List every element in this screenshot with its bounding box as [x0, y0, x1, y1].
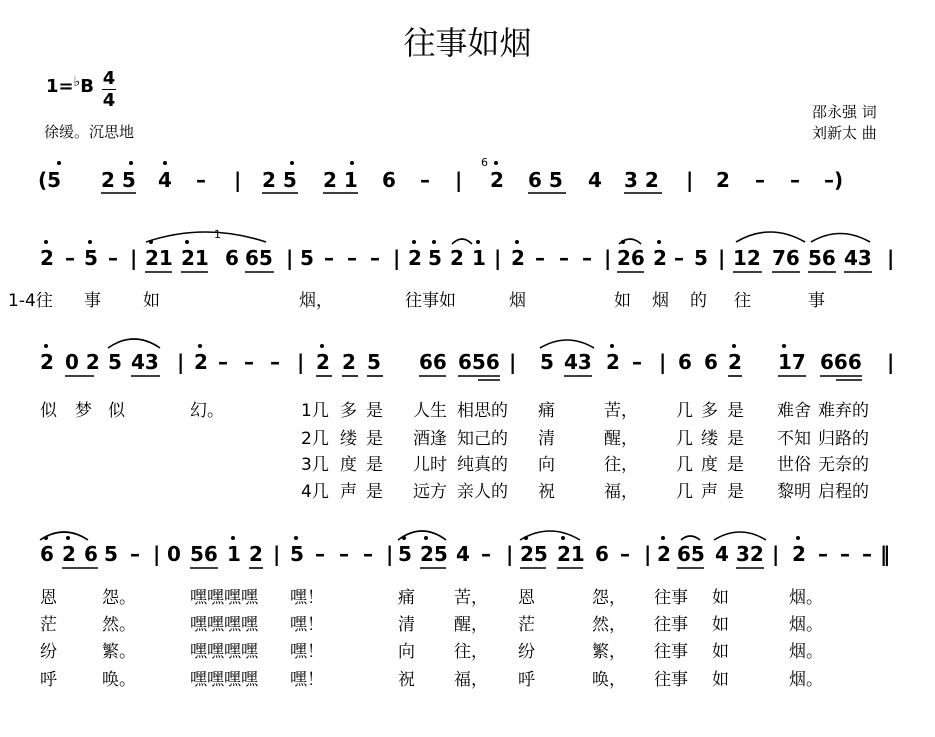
lyric: 缕: [340, 429, 357, 449]
lyric: 嘿嘿嘿嘿: [190, 588, 258, 608]
lyric: 似: [40, 401, 57, 421]
note: 2: [316, 350, 330, 374]
lyric: 几: [676, 429, 693, 449]
octave-dot: [320, 344, 324, 348]
lyric: 如: [712, 588, 729, 608]
note: 32: [736, 542, 764, 566]
note: 2 5: [101, 168, 136, 192]
lyric: 烟，: [299, 291, 333, 311]
barline: |: [286, 246, 294, 270]
barline: |: [494, 246, 502, 270]
lyric: 怨，: [592, 588, 626, 608]
lyric: 然，: [592, 615, 626, 635]
lyric: 亲人的: [457, 482, 508, 502]
note: 2: [40, 246, 54, 270]
note: 2: [450, 246, 464, 270]
lyric: 向: [538, 455, 555, 475]
dash: –: [130, 542, 140, 566]
note: 5: [428, 246, 442, 270]
note: 21: [145, 246, 173, 270]
note: 2: [653, 246, 667, 270]
lyric: 事: [84, 291, 101, 311]
slur: [714, 532, 766, 540]
dash: –: [862, 542, 872, 566]
lyric: 的: [690, 291, 707, 311]
lyric: 1-4往: [8, 291, 53, 311]
note: 65: [677, 542, 705, 566]
lyric: 纯真的: [457, 455, 508, 475]
lyric: 如: [712, 670, 729, 690]
lyric: 祝: [538, 482, 555, 502]
lyric: 怨。: [102, 588, 136, 608]
lyric: 呼: [40, 670, 57, 690]
note: 43: [564, 350, 592, 374]
lyric: 唤。: [102, 670, 136, 690]
lyric: 醒，: [454, 615, 488, 635]
slur: [452, 239, 472, 244]
key-signature: [46, 76, 94, 97]
note: 6: [382, 168, 396, 192]
dash: –: [339, 542, 349, 566]
barline: |: [393, 246, 401, 270]
lyric: 如: [143, 291, 160, 311]
lyric: 黎明: [777, 482, 811, 502]
note: 2: [342, 350, 356, 374]
lyric: 茫: [518, 615, 535, 635]
lyricist-credit: 邵永强 词: [812, 103, 877, 121]
note: 1: [472, 246, 486, 270]
dash: –: [347, 246, 357, 270]
lyric: 缕: [701, 429, 718, 449]
octave-dot: [129, 161, 133, 165]
octave-dot: [44, 536, 48, 540]
tempo-marking: 徐缓。沉思地: [44, 123, 135, 141]
lyric: 烟。: [789, 588, 823, 608]
octave-dot: [290, 161, 294, 165]
time-signature-bottom: 4: [102, 90, 116, 111]
note: 43: [131, 350, 159, 374]
lyric: 繁。: [102, 642, 136, 662]
octave-dot: [88, 240, 92, 244]
octave-dot: [185, 240, 189, 244]
lyric: 福，: [604, 482, 638, 502]
lyric: 酒逢: [413, 429, 447, 449]
lyric: 如: [712, 642, 729, 662]
lyrics-row-3-verse-3: [0, 450, 935, 474]
note: 5: [104, 542, 118, 566]
note: 4: [588, 168, 602, 192]
barline: |: [718, 246, 726, 270]
dash: –: [582, 246, 592, 270]
octave-dot: [424, 536, 428, 540]
note: 17: [778, 350, 806, 374]
note: 2: [716, 168, 730, 192]
lyric: 然。: [102, 615, 136, 635]
lyric: 是: [727, 401, 744, 421]
note: 2: [657, 542, 671, 566]
lyric: 嘿！: [290, 588, 324, 608]
barline: |: [604, 246, 612, 270]
lyric: 往事: [654, 615, 688, 635]
note: 3 2: [624, 168, 659, 192]
note: 5: [84, 246, 98, 270]
slur: [736, 232, 805, 242]
note: 5: [290, 542, 304, 566]
lyric: 是: [727, 455, 744, 475]
octave-dot: [476, 240, 480, 244]
octave-dot: [198, 344, 202, 348]
dash: –: [244, 350, 254, 374]
note: 656: [458, 350, 500, 374]
lyric: 福，: [454, 670, 488, 690]
lyric: 往事: [654, 670, 688, 690]
lyric: 茫: [40, 615, 57, 635]
dash: –: [481, 542, 491, 566]
octave-dot: [782, 344, 786, 348]
slur: [681, 536, 700, 540]
dash: –: [218, 350, 228, 374]
lyric: 纷: [518, 642, 535, 662]
dash: –: [790, 168, 800, 192]
note: 6: [40, 542, 54, 566]
lyric: 清: [398, 615, 415, 635]
key-note: B: [80, 76, 94, 97]
octave-dot: [524, 536, 528, 540]
dash: –: [559, 246, 569, 270]
note: 2: [194, 350, 208, 374]
note: 25: [520, 542, 548, 566]
lyric: 嘿嘿嘿嘿: [190, 642, 258, 662]
lyric: 呼: [518, 670, 535, 690]
dash: –: [324, 246, 334, 270]
lyric: 是: [366, 482, 383, 502]
note: 21: [181, 246, 209, 270]
dash: –: [535, 246, 545, 270]
lyric: 如: [712, 615, 729, 635]
note: 5: [540, 350, 554, 374]
note: 5: [398, 542, 412, 566]
barline: |: [887, 350, 895, 374]
lyrics-row-4-verse-3: [0, 637, 935, 661]
note: 2 1: [323, 168, 358, 192]
lyric: 归路的: [818, 429, 869, 449]
lyric: 往事: [654, 642, 688, 662]
barline: |: [153, 542, 161, 566]
slur: [520, 531, 580, 540]
note: 25: [420, 542, 448, 566]
note: 2: [606, 350, 620, 374]
octave-dot: [44, 344, 48, 348]
lyric: 几: [676, 482, 693, 502]
note: 2: [511, 246, 525, 270]
dash: –: [370, 246, 380, 270]
lyric: 几: [676, 455, 693, 475]
lyric: 无奈的: [818, 455, 869, 475]
slur: [146, 232, 266, 242]
lyric: 清: [538, 429, 555, 449]
dash: –: [632, 350, 642, 374]
note: 5: [694, 246, 708, 270]
slur: [40, 532, 88, 540]
note: 4: [158, 168, 172, 192]
lyric: 不知: [777, 429, 811, 449]
lyric: 往，: [604, 455, 638, 475]
lyric: 是: [727, 482, 744, 502]
barline: |: [509, 350, 517, 374]
octave-dot: [231, 536, 235, 540]
dash: –: [315, 542, 325, 566]
lyric: 苦，: [454, 588, 488, 608]
lyric: 恩: [40, 588, 57, 608]
dash: –: [818, 542, 828, 566]
note: 4: [456, 542, 470, 566]
dash: –: [620, 542, 630, 566]
note: 1: [227, 542, 241, 566]
lyric: 嘿嘿嘿嘿: [190, 615, 258, 635]
notation-row-4: [0, 542, 935, 582]
dash: –: [270, 350, 280, 374]
lyrics-row-4-verse-2: [0, 610, 935, 634]
dash: –: [840, 542, 850, 566]
lyric: 3几: [301, 455, 329, 475]
octave-dot: [561, 536, 565, 540]
lyric: 往: [734, 291, 751, 311]
octave-dot: [402, 536, 406, 540]
lyric: 唤，: [592, 670, 626, 690]
dash: –: [363, 542, 373, 566]
note: 43: [844, 246, 872, 270]
note: 2: [408, 246, 422, 270]
lyric: 是: [366, 455, 383, 475]
octave-dot: [412, 240, 416, 244]
note: 5: [300, 246, 314, 270]
barline: |: [455, 168, 463, 192]
note: 66: [419, 350, 447, 374]
lyric: 嘿嘿嘿嘿: [190, 670, 258, 690]
time-signature: [102, 68, 116, 111]
slur: [398, 531, 446, 540]
lyric: 嘿！: [290, 615, 324, 635]
lyric: 几: [676, 401, 693, 421]
octave-dot: [294, 536, 298, 540]
lyric: 烟: [652, 291, 669, 311]
note: 6: [595, 542, 609, 566]
lyric: 烟。: [789, 670, 823, 690]
lyric: 世俗: [777, 455, 811, 475]
lyric: 度: [701, 455, 718, 475]
lyric: 是: [727, 429, 744, 449]
note: 2: [249, 542, 263, 566]
lyrics-row-4-verse-4: [0, 665, 935, 689]
octave-dot: [57, 161, 61, 165]
barline: |: [297, 350, 305, 374]
lyric: 声: [340, 482, 357, 502]
lyric: 1几: [301, 401, 329, 421]
dash: –: [108, 246, 118, 270]
lyric: 多: [340, 401, 357, 421]
lyric: 2几: [301, 429, 329, 449]
lyric: 往，: [454, 642, 488, 662]
lyric: 是: [366, 401, 383, 421]
note: 76: [772, 246, 800, 270]
octave-dot: [732, 344, 736, 348]
lyric: 繁，: [592, 642, 626, 662]
dash: –: [674, 246, 684, 270]
note: 6: [225, 246, 239, 270]
octave-dot: [163, 161, 167, 165]
lyric: 儿时: [413, 455, 447, 475]
note: 12: [733, 246, 761, 270]
lyric: 远方: [413, 482, 447, 502]
dash: –: [65, 246, 75, 270]
barline: |: [644, 542, 652, 566]
slur: [108, 339, 160, 348]
barline: |: [772, 542, 780, 566]
lyric: 知己的: [457, 429, 508, 449]
composer-credit: 刘新太 曲: [812, 124, 877, 142]
lyric: 相思的: [457, 401, 508, 421]
key-prefix: 1=: [46, 76, 74, 97]
lyric: 如: [614, 291, 631, 311]
lyric: 多: [701, 401, 718, 421]
lyric: 4几: [301, 482, 329, 502]
octave-dot: [796, 536, 800, 540]
lyric: 烟。: [789, 642, 823, 662]
note: 2: [792, 542, 806, 566]
lyric: 梦: [75, 401, 92, 421]
octave-dot: [149, 240, 153, 244]
octave-dot: [350, 161, 354, 165]
note: 65: [245, 246, 273, 270]
note: 5: [367, 350, 381, 374]
note: 2: [728, 350, 742, 374]
song-title: 往事如烟: [403, 24, 532, 62]
octave-dot: [515, 240, 519, 244]
lyric: 度: [340, 455, 357, 475]
octave-dot: [657, 240, 661, 244]
dash: –: [420, 168, 430, 192]
lyric: 嘿！: [290, 670, 324, 690]
dash: –): [824, 168, 844, 192]
lyric: 幻。: [190, 401, 224, 421]
lyrics-row-3-verse-2: [0, 424, 935, 448]
lyric: 向: [398, 642, 415, 662]
note: 2 5: [262, 168, 297, 192]
lyrics-row-3-verse-1: [0, 396, 935, 420]
note: 2: [40, 350, 54, 374]
octave-dot: [44, 240, 48, 244]
barline: |: [234, 168, 242, 192]
slur: [811, 234, 870, 243]
octave-dot: [621, 240, 625, 244]
barline: |: [686, 168, 694, 192]
lyric: 声: [701, 482, 718, 502]
octave-dot: [661, 536, 665, 540]
octave-dot: [432, 240, 436, 244]
barline: |: [887, 246, 895, 270]
dash: –: [755, 168, 765, 192]
octave-dot: [610, 344, 614, 348]
slur: [540, 340, 594, 348]
notation-row-2: [0, 246, 935, 286]
slur: [619, 239, 641, 244]
lyric: 祝: [398, 670, 415, 690]
note: 6 5: [528, 168, 563, 192]
lyric: 事: [808, 291, 825, 311]
note: 2: [62, 542, 76, 566]
barline: |: [273, 542, 281, 566]
note: (5: [38, 168, 62, 192]
grace-note: 1: [214, 228, 221, 241]
note: 26: [617, 246, 645, 270]
note: 6: [704, 350, 718, 374]
time-signature-top: 4: [102, 68, 116, 89]
lyrics-row-2: [0, 286, 935, 310]
octave-dot: [66, 536, 70, 540]
final-barline: ‖: [880, 542, 890, 566]
lyric: 恩: [518, 588, 535, 608]
lyrics-row-4-verse-1: [0, 583, 935, 607]
note: 2: [490, 168, 504, 192]
lyric: 似: [108, 401, 125, 421]
notation-row-1: [0, 168, 935, 208]
note: 21: [557, 542, 585, 566]
barline: |: [130, 246, 138, 270]
lyric: 往事: [654, 588, 688, 608]
lyric: 苦，: [604, 401, 638, 421]
grace-note: 6: [481, 156, 488, 169]
note: 666: [820, 350, 862, 374]
note: 0: [167, 542, 181, 566]
barline: |: [506, 542, 514, 566]
notation-row-3: [0, 350, 935, 390]
note: 5: [108, 350, 122, 374]
lyric: 人生: [413, 401, 447, 421]
barline: |: [177, 350, 185, 374]
lyric: 往事如: [405, 291, 456, 311]
lyric: 痛: [538, 401, 555, 421]
lyric: 烟。: [789, 615, 823, 635]
lyric: 纷: [40, 642, 57, 662]
lyric: 醒，: [604, 429, 638, 449]
note: 6: [84, 542, 98, 566]
note: 0 2: [65, 350, 100, 374]
lyric: 启程的: [818, 482, 869, 502]
note: 4: [715, 542, 729, 566]
lyric: 痛: [398, 588, 415, 608]
lyric: 难舍: [777, 401, 811, 421]
lyric: 是: [366, 429, 383, 449]
note: 56: [190, 542, 218, 566]
barline: |: [659, 350, 667, 374]
lyric: 难弃的: [818, 401, 869, 421]
lyric: 嘿！: [290, 642, 324, 662]
flat-sign: ♭: [73, 74, 81, 90]
octave-dot: [494, 161, 498, 165]
barline: |: [386, 542, 394, 566]
dash: –: [196, 168, 206, 192]
lyrics-row-3-verse-4: [0, 477, 935, 501]
note: 6: [678, 350, 692, 374]
note: 56: [808, 246, 836, 270]
lyric: 烟: [509, 291, 526, 311]
